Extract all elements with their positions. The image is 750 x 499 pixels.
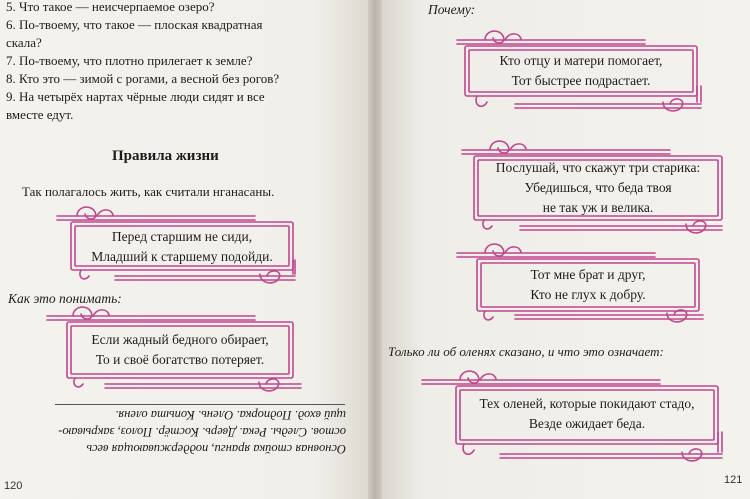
saying-line: Тех оленей, которые покидают стадо,	[479, 396, 695, 411]
saying-line: не так уж и велика.	[542, 200, 654, 215]
answer-line: остов. Следы. Река. Дверь. Костёр. Полоз, закрываю-	[58, 425, 346, 439]
saying-frame	[45, 308, 305, 393]
riddle-line: 5. Что такое — неисчерпаемое озеро?	[6, 0, 215, 14]
question-text: Как это понимать:	[8, 291, 122, 306]
saying-frame	[460, 142, 730, 234]
riddle-line: вместе едут.	[6, 107, 74, 122]
answers-upside-down	[6, 406, 346, 457]
intro-text: Так полагалось жить, как считали нганасаны.	[22, 184, 275, 199]
saying-frame	[455, 245, 710, 325]
saying-line: Младший к старшему подойди.	[91, 249, 273, 264]
saying-line: Везде ожидает беда.	[528, 416, 646, 431]
saying-line: Если жадный бедного обирает,	[91, 332, 269, 347]
saying-line: Тот мне брат и друг,	[530, 267, 646, 282]
riddles-list	[6, 0, 346, 124]
riddle-line: скала?	[6, 35, 42, 50]
section-title: Правила жизни	[112, 148, 219, 164]
saying-line: Тот быстрее подрастает.	[511, 73, 651, 88]
page-number-left: 120	[4, 480, 23, 492]
divider	[55, 404, 345, 405]
saying-line: Убедишься, что беда твоя	[524, 180, 672, 195]
saying-line: Кто отцу и матери помогает,	[499, 53, 663, 68]
saying-line: Послушай, что скажут три старика:	[495, 160, 701, 175]
question-text: Только ли об оленях сказано, и что это означает:	[388, 344, 664, 359]
riddle-line: 9. На четырёх нартах чёрные люди сидят и все	[6, 89, 265, 104]
riddle-line: 8. Кто это — зимой с рогами, а весной без рогов?	[6, 71, 280, 86]
answer-line: щий вход. Подпорка. Олень. Копыта оленя.	[115, 408, 346, 422]
saying-frame	[455, 22, 705, 122]
saying-frame	[55, 200, 305, 285]
riddle-line: 7. По-твоему, что плотно прилегает к земле?	[6, 53, 253, 68]
saying-frame	[420, 362, 730, 472]
question-text: Почему:	[428, 2, 476, 17]
saying-line: Кто не глух к добру.	[530, 287, 646, 302]
answer-line: Основная стойка яранги, поддерживающая весь	[86, 442, 346, 456]
page-number-right: 121	[724, 474, 743, 486]
saying-line: Перед старшим не сиди,	[111, 229, 253, 244]
riddle-line: 6. По-твоему, что такое — плоская квадратная	[6, 17, 263, 32]
book-spine	[368, 0, 382, 499]
saying-line: То и своё богатство потеряет.	[95, 352, 265, 367]
